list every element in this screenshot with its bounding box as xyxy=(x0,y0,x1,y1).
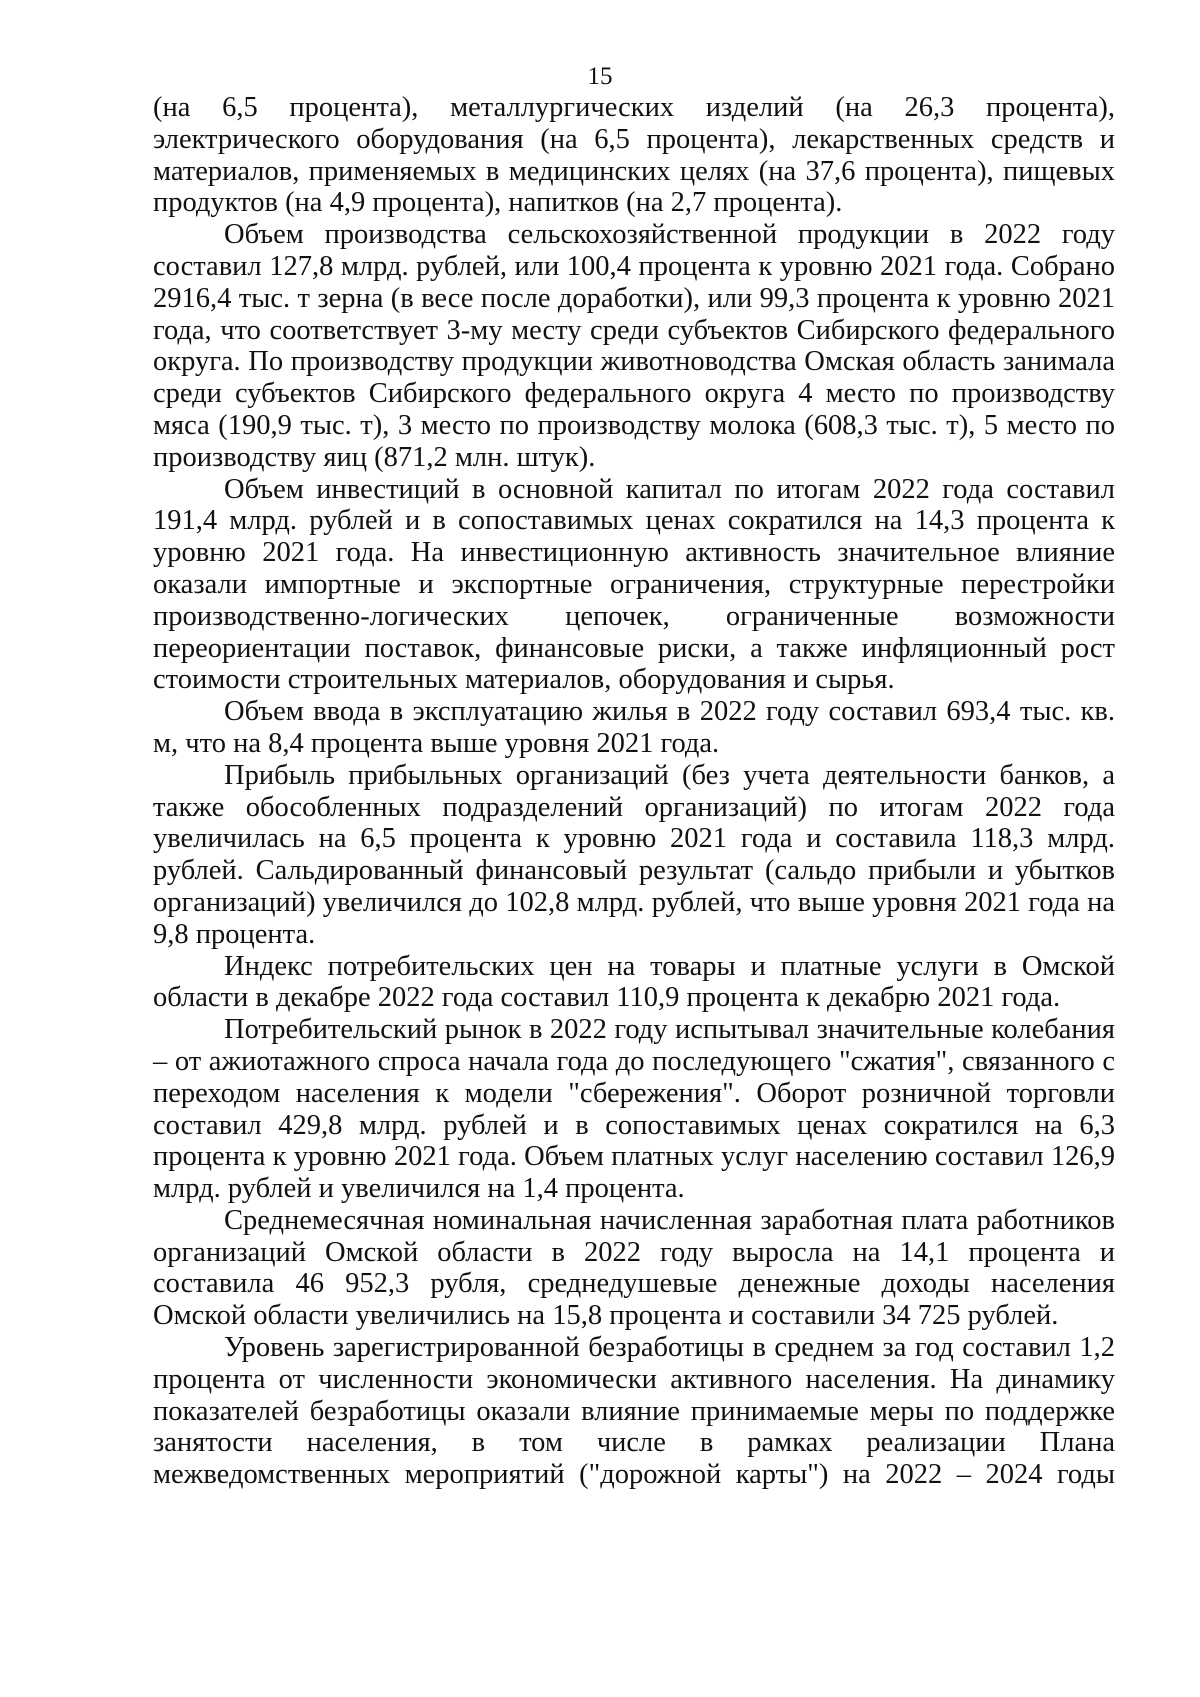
page-number: 15 xyxy=(587,63,613,90)
paragraph-agriculture: Объем производства сельскохозяйственной продукции в 2022 году составил 127,8 млрд. рублей, или 100,4 процента к уровню 2021 года. Собрано 2916,4 тыс. т зерна (в весе после доработки), или 99,3 процента к уровню 2021 года, что соответствует 3-му месту среди субъектов Сибирского федерального округа. По производству продукции животноводства Омская область занимала среди субъектов Сибирского федерального округа 4 место по производству мяса (190,9 тыс. т), 3 место по производству молока (608,3 тыс. т), 5 место по производству яиц (871,2 млн. штук). xyxy=(153,219,1115,473)
paragraph-unemployment: Уровень зарегистрированной безработицы в среднем за год составил 1,2 процента от численности экономически активного населения. На динамику показателей безработицы оказали влияние принимаемые меры по поддержке занятости населения, в том числе в рамках реализации Плана межведомственных мероприятий ("дорожной карты") на 2022 – 2024 годы xyxy=(153,1332,1115,1491)
paragraph-consumer-market: Потребительский рынок в 2022 году испытывал значительные колебания – от ажиотажного спроса начала года до последующего "сжатия", связанного с переходом населения к модели "сбережения". Оборот розничной торговли составил 429,8 млрд. рублей и в сопоставимых ценах сократился на 6,3 процента к уровню 2021 года. Объем платных услуг населению составил 126,9 млрд. рублей и увеличился на 1,4 процента. xyxy=(153,1014,1115,1205)
paragraph-industry-continuation: (на 6,5 процента), металлургических изделий (на 26,3 процента), электрического оборудования (на 6,5 процента), лекарственных средств и материалов, применяемых в медицинских целях (на 37,6 процента), пищевых продуктов (на 4,9 процента), напитков (на 2,7 процента). xyxy=(153,92,1115,219)
paragraph-investments: Объем инвестиций в основной капитал по итогам 2022 года составил 191,4 млрд. рублей и в сопоставимых ценах сократился на 14,3 процента к уровню 2021 года. На инвестиционную активность значительное влияние оказали импортные и экспортные ограничения, структурные перестройки производственно-логических цепочек, ограниченные возможности переориентации поставок, финансовые риски, а также инфляционный рост стоимости строительных материалов, оборудования и сырья. xyxy=(153,473,1115,696)
paragraph-consumer-prices: Индекс потребительских цен на товары и платные услуги в Омской области в декабре 2022 года составил 110,9 процента к декабрю 2021 года. xyxy=(153,950,1115,1014)
paragraph-profit: Прибыль прибыльных организаций (без учета деятельности банков, а также обособленных подразделений организаций) по итогам 2022 года увеличилась на 6,5 процента к уровню 2021 года и составила 118,3 млрд. рублей. Сальдированный финансовый результат (сальдо прибыли и убытков организаций) увеличился до 102,8 млрд. рублей, что выше уровня 2021 года на 9,8 процента. xyxy=(153,759,1115,950)
paragraph-wages: Среднемесячная номинальная начисленная заработная плата работников организаций Омской области в 2022 году выросла на 14,1 процента и составила 46 952,3 рубля, среднедушевые денежные доходы населения Омской области увеличились на 15,8 процента и составили 34 725 рублей. xyxy=(153,1204,1115,1332)
paragraph-housing: Объем ввода в эксплуатацию жилья в 2022 году составил 693,4 тыс. кв. м, что на 8,4 процента выше уровня 2021 года. xyxy=(153,696,1115,759)
document-body xyxy=(153,92,1115,1491)
